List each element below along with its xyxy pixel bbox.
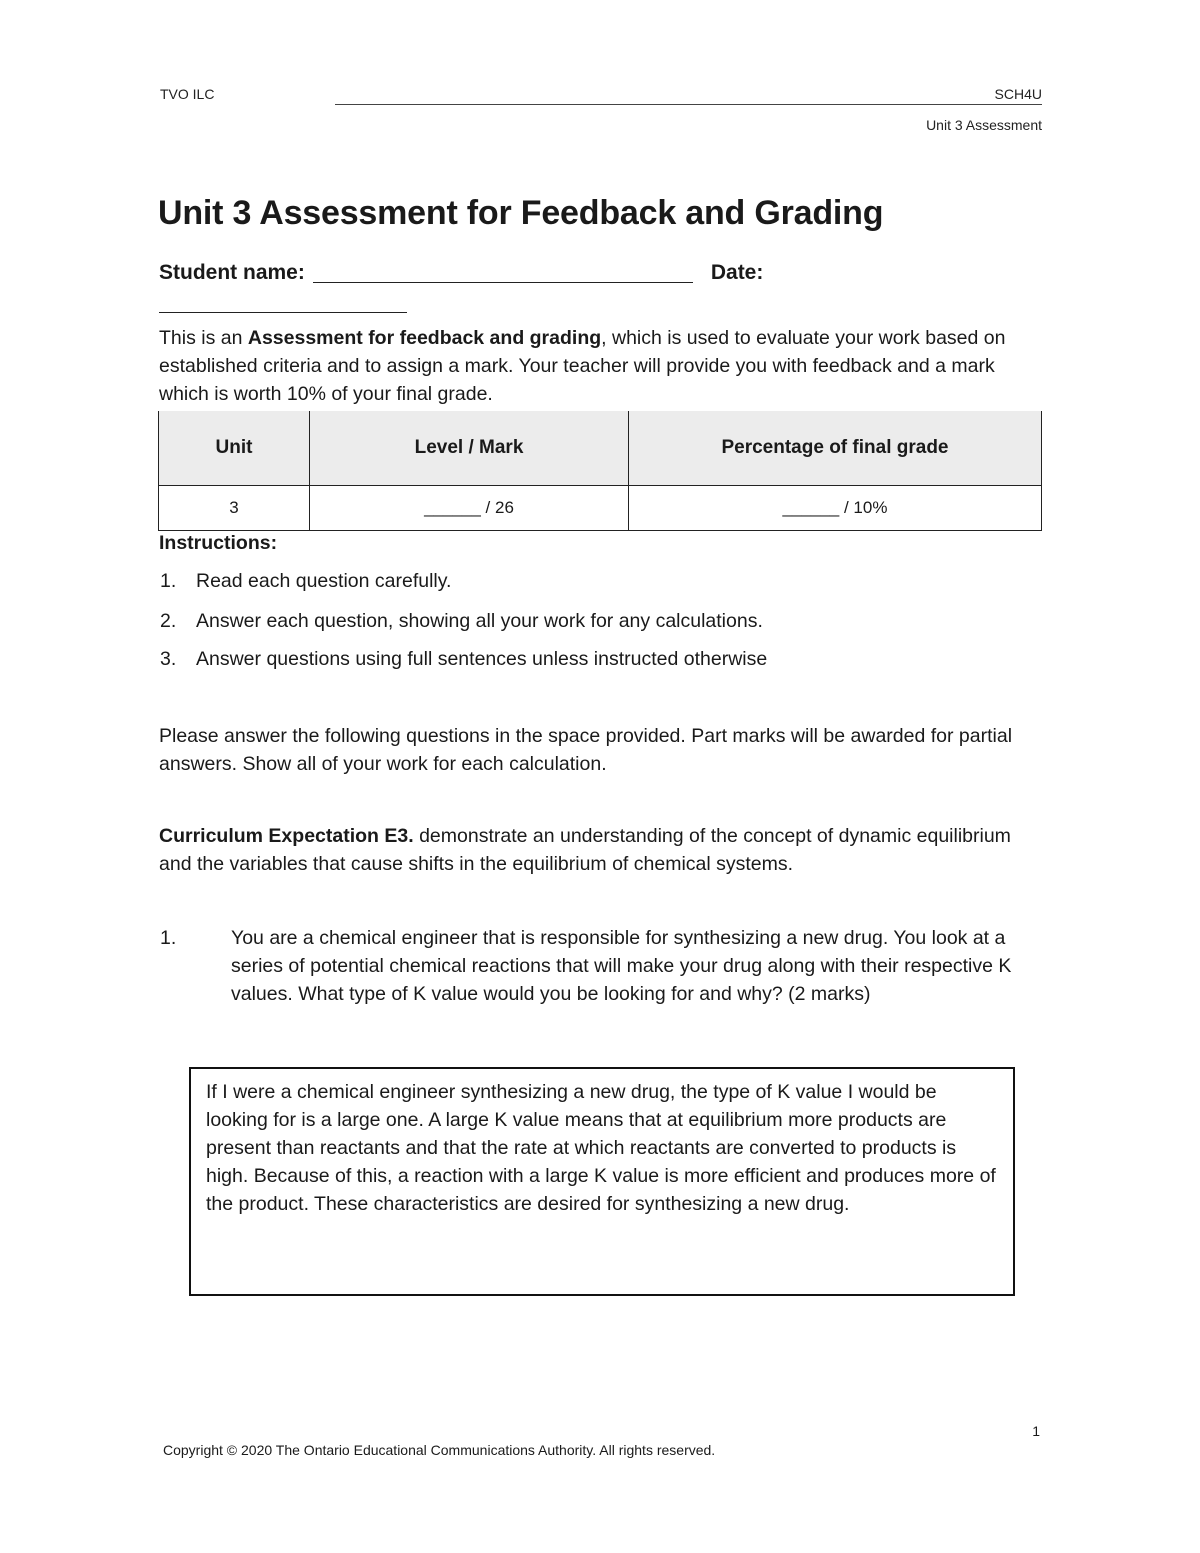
header-percentage: Percentage of final grade: [629, 411, 1042, 486]
cell-percentage: ______ / 10%: [629, 486, 1042, 531]
list-item-text: Answer questions using full sentences unless instructed otherwise: [196, 648, 768, 670]
list-item-text: Answer each question, showing all your work for any calculations.: [196, 610, 763, 632]
cell-level-mark: ______ / 26: [310, 486, 629, 531]
answer-instructions-note: Please answer the following questions in the space provided. Part marks will be awarded for partial answers. Show all of your work for each calculation.: [159, 725, 1013, 775]
student-row: [159, 260, 763, 285]
header-unit: Unit: [159, 411, 310, 486]
list-item-number: 3.: [160, 648, 177, 670]
header-rule: [335, 104, 1042, 105]
header-subtitle: Unit 3 Assessment: [926, 117, 1042, 133]
question-text: You are a chemical engineer that is responsible for synthesizing a new drug. You look at a series of potential chemical reactions that will make your drug along with their respective K values. What type of K value would you be looking for and why? (2 marks): [231, 927, 1012, 1005]
list-item: [160, 610, 763, 633]
student-name-label: Student name:: [159, 261, 305, 284]
date-field[interactable]: [159, 312, 407, 313]
list-item-number: 1.: [160, 570, 177, 592]
grade-table: [158, 411, 1042, 531]
student-name-field[interactable]: [313, 260, 693, 283]
page-title: Unit 3 Assessment for Feedback and Grading: [158, 194, 884, 232]
list-item-text: Read each question carefully.: [196, 570, 452, 592]
curriculum-label: Curriculum Expectation E3.: [159, 825, 414, 847]
header-org: TVO ILC: [160, 86, 215, 102]
intro-paragraph: [159, 324, 1041, 408]
instructions-heading: Instructions:: [159, 532, 278, 554]
list-item: [160, 648, 767, 671]
intro-text-start: This is an: [159, 327, 248, 349]
grade-table-header: [159, 411, 1042, 486]
page-number: 1: [1032, 1423, 1040, 1439]
question-number: 1.: [160, 927, 177, 949]
list-item: [160, 570, 451, 593]
header-level-mark: Level / Mark: [310, 411, 629, 486]
date-label: Date:: [710, 261, 764, 284]
intro-text-end: , which is used to evaluate your work based on established criteria and to assign a mark. Your teacher will provide you with feedback and a mark which is worth 10% of your final grade.: [159, 327, 1006, 405]
table-row: [159, 486, 1042, 531]
answer-box[interactable]: If I were a chemical engineer synthesizing a new drug, the type of K value I would be looking for is a large one. A large K value means that at equilibrium more products are present than reactants and that the rate at which reactants are converted to products is high. Because of this, a reaction with a large K value is more efficient and produces more of the product. These characteristics are desired for synthesizing a new drug.: [189, 1067, 1015, 1296]
header-course-code: SCH4U: [994, 86, 1042, 102]
copyright-notice: Copyright © 2020 The Ontario Educational Communications Authority. All rights reserved.: [163, 1442, 716, 1458]
cell-unit: 3: [159, 486, 310, 531]
list-item-number: 2.: [160, 610, 177, 632]
curriculum-text: demonstrate an understanding of the concept of dynamic equilibrium and the variables that cause shifts in the equilibrium of chemical systems.: [159, 825, 1011, 875]
curriculum-expectation: [159, 822, 1041, 878]
intro-text-bold: Assessment for feedback and grading: [247, 327, 602, 349]
